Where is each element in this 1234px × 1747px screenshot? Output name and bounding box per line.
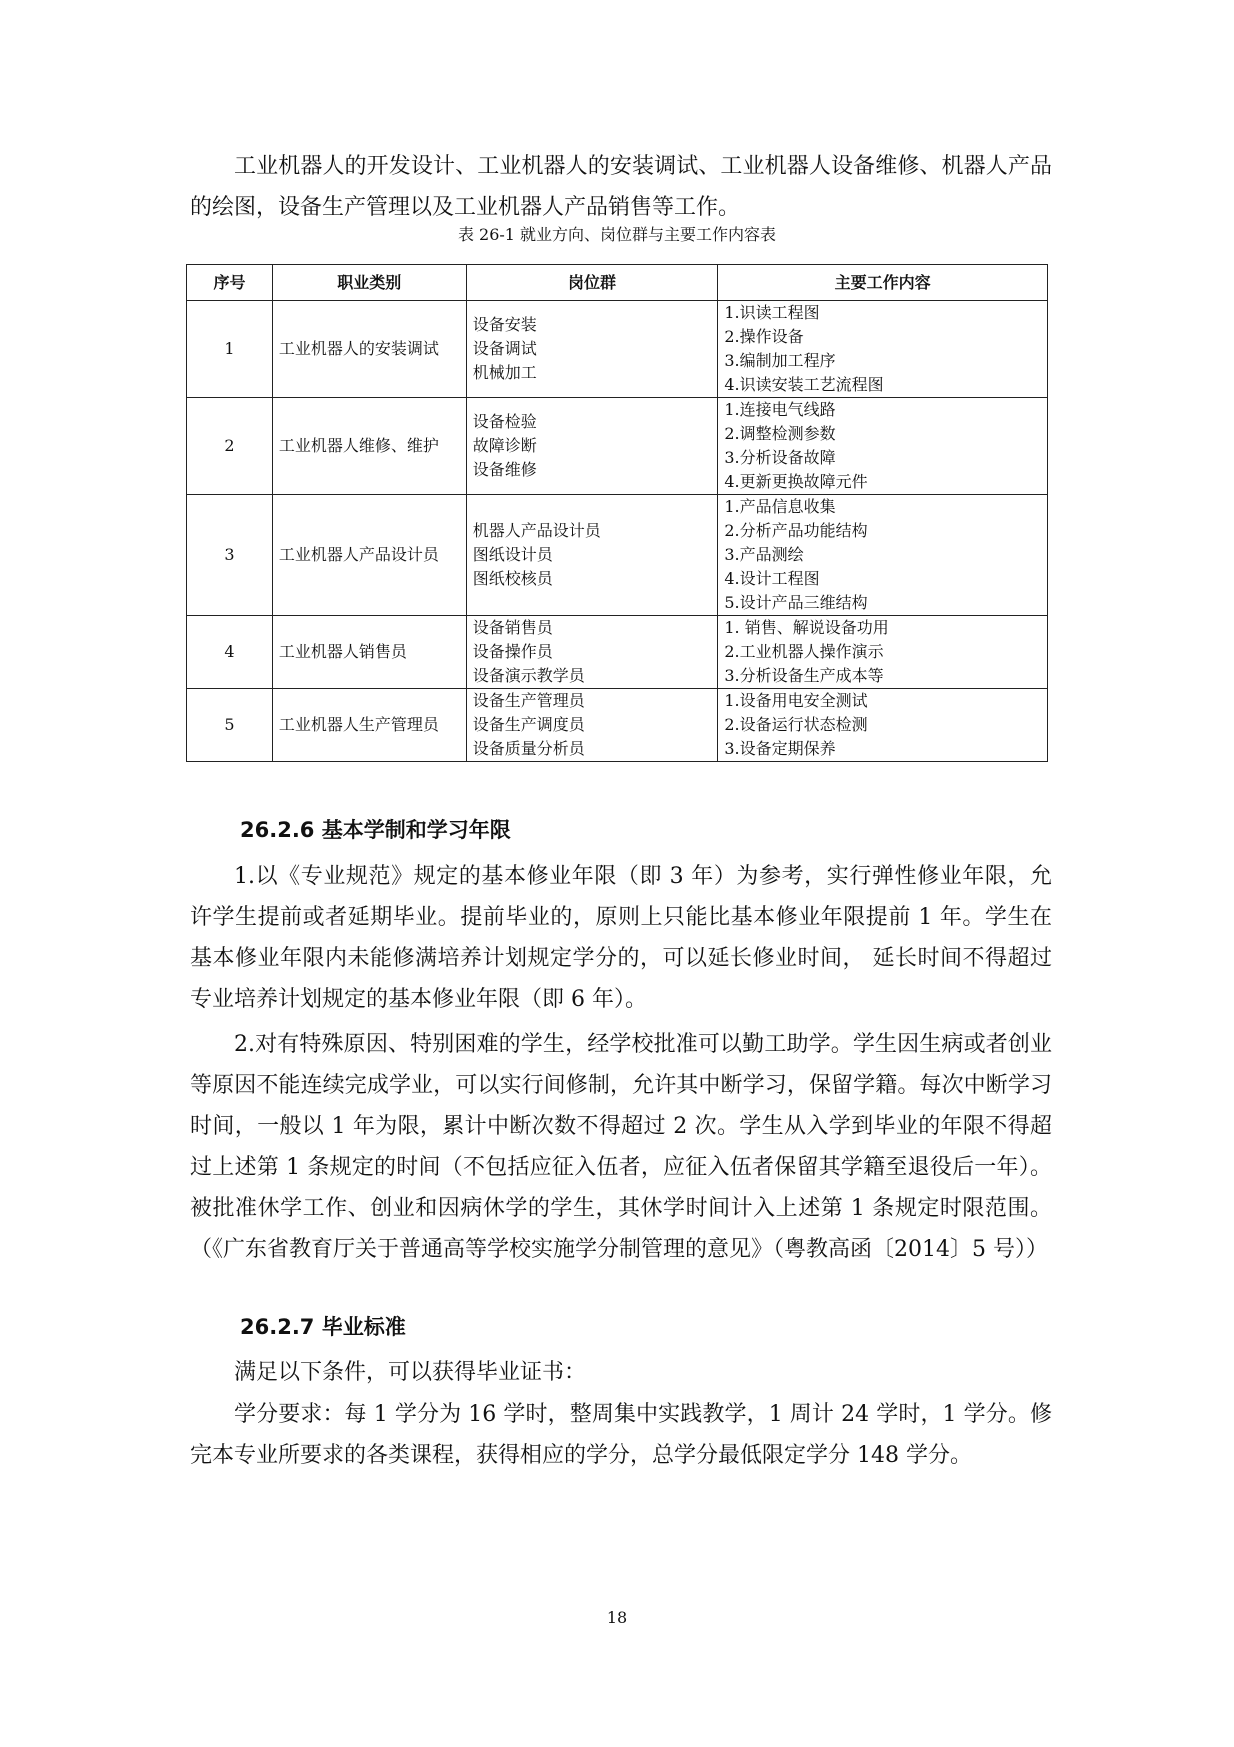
position-line: 机器人产品设计员	[472, 521, 601, 540]
row-positions	[466, 495, 718, 616]
header-tasks: 主要工作内容	[718, 265, 1048, 301]
header-category: 职业类别	[272, 265, 466, 301]
table-row	[187, 398, 1048, 495]
task-line: 2.操作设备	[724, 327, 804, 346]
position-line: 设备检验	[472, 412, 537, 431]
position-line: 设备质量分析员	[472, 739, 585, 758]
task-line: 4.设计工程图	[724, 569, 820, 588]
position-line: 图纸设计员	[472, 545, 553, 564]
header-num: 序号	[187, 265, 273, 301]
task-line: 2.工业机器人操作演示	[724, 642, 884, 661]
task-line: 1. 销售、解说设备功用	[724, 618, 889, 637]
page-number: 18	[606, 1608, 628, 1627]
row-tasks	[718, 301, 1048, 398]
task-line: 2.调整检测参数	[724, 424, 836, 443]
task-line: 1.识读工程图	[724, 303, 820, 322]
task-line: 1.设备用电安全测试	[724, 691, 868, 710]
row-category: 工业机器人的安装调试	[272, 301, 466, 398]
row-tasks	[718, 689, 1048, 762]
position-line: 设备销售员	[472, 618, 553, 637]
section-626-paragraph-2: 2.对有特殊原因、特别困难的学生，经学校批准可以勤工助学。学生因生病或者创业等原因不能连续完成学业，可以实行间修制，允许其中断学习，保留学籍。每次中断学习时间，一般以 1 年为限，累计中断次数不得超过 2 次。学生从入学到毕业的年限不得超过上述第 1 条规定的时间（不包括应征入伍者，应征入伍者保留其学籍至退役后一年）。被批准休学工作、创业和因病休学的学生，其休学时间计入上述第 1 条规定时限范围。（《广东省教育厅关于普通高等学校实施学分制管理的意见》（粤教高函〔2014〕5 号））	[190, 1032, 1052, 1262]
row-num: 1	[187, 301, 273, 398]
table-row	[187, 689, 1048, 762]
task-line: 2.设备运行状态检测	[724, 715, 868, 734]
position-line: 设备安装	[472, 315, 537, 334]
task-line: 3.分析设备生产成本等	[724, 666, 884, 685]
task-line: 3.分析设备故障	[724, 448, 836, 467]
table-caption: 表 26-1 就业方向、岗位群与主要工作内容表	[457, 225, 777, 244]
section-627-paragraph-1: 满足以下条件，可以获得毕业证书：	[234, 1360, 587, 1385]
row-positions	[466, 616, 718, 689]
row-num: 3	[187, 495, 273, 616]
task-line: 3.产品测绘	[724, 545, 804, 564]
position-line: 设备调试	[472, 339, 537, 358]
position-line: 故障诊断	[472, 436, 537, 455]
task-line: 4.更新更换故障元件	[724, 472, 868, 491]
section-627-paragraph-2: 学分要求：每 1 学分为 16 学时，整周集中实践教学，1 周计 24 学时，1 学分。修完本专业所要求的各类课程，获得相应的学分，总学分最低限定学分 148 学分。	[190, 1402, 1052, 1468]
table-row	[187, 495, 1048, 616]
section-heading-26-2-6: 26.2.6 基本学制和学习年限	[240, 818, 511, 842]
row-category: 工业机器人销售员	[272, 616, 466, 689]
section-626-paragraph-1: 1.以《专业规范》规定的基本修业年限（即 3 年）为参考，实行弹性修业年限，允许学生提前或者延期毕业。提前毕业的，原则上只能比基本修业年限提前 1 年。学生在基本修业年限内未能修满培养计划规定学分的，可以延长修业时间， 延长时间不得超过专业培养计划规定的基本修业年限（即 6 年）。	[190, 864, 1052, 1012]
task-line: 5.设计产品三维结构	[724, 593, 868, 612]
table-row	[187, 301, 1048, 398]
row-positions	[466, 689, 718, 762]
task-line: 4.识读安装工艺流程图	[724, 375, 884, 394]
row-tasks	[718, 398, 1048, 495]
position-line: 设备演示教学员	[472, 666, 585, 685]
row-positions	[466, 301, 718, 398]
row-category: 工业机器人生产管理员	[272, 689, 466, 762]
section-heading-26-2-7: 26.2.7 毕业标准	[240, 1315, 406, 1339]
task-line: 1.连接电气线路	[724, 400, 836, 419]
position-line: 设备生产管理员	[472, 691, 585, 710]
row-num: 4	[187, 616, 273, 689]
row-category: 工业机器人产品设计员	[272, 495, 466, 616]
task-line: 2.分析产品功能结构	[724, 521, 868, 540]
task-line: 3.编制加工程序	[724, 351, 836, 370]
position-line: 设备操作员	[472, 642, 553, 661]
table-header-row	[187, 265, 1048, 301]
row-tasks	[718, 495, 1048, 616]
row-category: 工业机器人维修、维护	[272, 398, 466, 495]
row-tasks	[718, 616, 1048, 689]
jobs-table	[186, 264, 1048, 762]
position-line: 图纸校核员	[472, 569, 553, 588]
row-num: 2	[187, 398, 273, 495]
position-line: 设备维修	[472, 460, 537, 479]
position-line: 机械加工	[472, 363, 537, 382]
row-num: 5	[187, 689, 273, 762]
header-positions: 岗位群	[466, 265, 718, 301]
position-line: 设备生产调度员	[472, 715, 585, 734]
intro-paragraph: 工业机器人的开发设计、工业机器人的安装调试、工业机器人设备维修、机器人产品的绘图，设备生产管理以及工业机器人产品销售等工作。	[190, 154, 1052, 220]
table-row	[187, 616, 1048, 689]
task-line: 3.设备定期保养	[724, 739, 836, 758]
row-positions	[466, 398, 718, 495]
task-line: 1.产品信息收集	[724, 497, 836, 516]
